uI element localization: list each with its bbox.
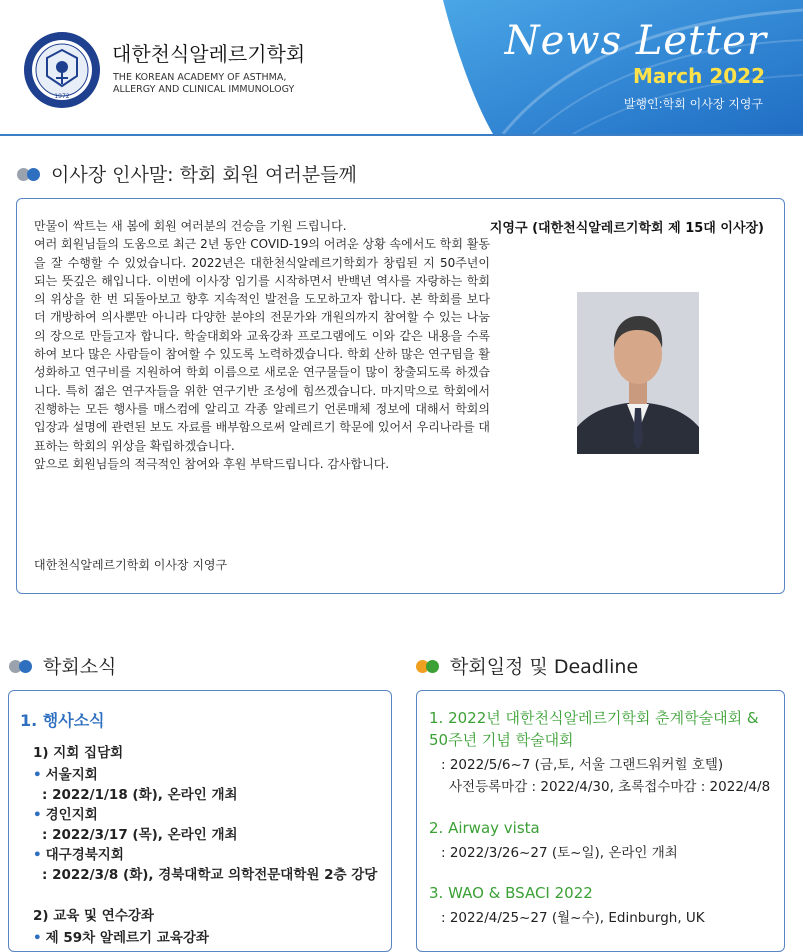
event-title: 1. 2022년 대한천식알레르기학회 춘계학술대회 & 50주년 기념 학술대회 <box>429 709 759 749</box>
list-item: • 대구경북지회 <box>33 847 124 863</box>
svg-text:1972: 1972 <box>54 93 70 100</box>
event-detail: : 2022/4/25~27 (월~수), Edinburgh, UK <box>441 910 705 926</box>
news-subheading: 1) 지회 집담회 <box>33 745 124 761</box>
president-name: 지영구 (대한천식알레르기학회 제 15대 이사장) <box>489 221 764 236</box>
newsletter-title: News Letter <box>504 18 767 64</box>
schedule-box <box>416 690 785 952</box>
section-bullet-icon <box>9 658 35 674</box>
event-title: 3. WAO & BSACI 2022 <box>429 884 593 902</box>
greeting-paragraph: 앞으로 회원님들의 적극적인 참여와 후원 부탁드립니다. 감사합니다. <box>34 456 390 471</box>
section-bullet-icon <box>17 166 43 182</box>
news-heading: 1. 행사소식 <box>20 711 105 730</box>
event-detail: : 2022/3/26~27 (토~일), 온라인 개최 <box>441 845 678 861</box>
list-item: • 서울지회 <box>33 767 98 783</box>
list-item: • 제 59차 알레르기 교육강좌 <box>33 930 209 946</box>
event-detail: : 2022/5/6~7 (금,토, 서울 그랜드워커힐 호텔) <box>441 757 724 773</box>
issue-month: March 2022 <box>633 64 765 88</box>
list-item-detail: : 2022/3/17 (목), 온라인 개최 <box>42 827 238 843</box>
org-name-english: THE KOREAN ACADEMY OF ASTHMA, ALLERGY AND CLINICAL IMMUNOLOGY <box>113 72 295 95</box>
section-bullet-icon <box>416 658 442 674</box>
publisher-line: 발행인:학회 이사장 지영구 <box>623 97 763 111</box>
news-box <box>8 690 392 952</box>
greeting-box <box>16 198 785 594</box>
greeting-signoff: 대한천식알레르기학회 이사장 지영구 <box>34 558 228 572</box>
org-name-korean: 대한천식알레르기학회 <box>112 42 306 66</box>
academy-logo <box>22 30 102 110</box>
header-divider <box>0 134 803 136</box>
president-photo <box>577 292 699 454</box>
schedule-section-title: 학회일정 및 Deadline <box>416 652 638 679</box>
page-header <box>0 0 803 136</box>
greeting-body <box>34 217 490 473</box>
list-item-detail: : 2022/1/18 (화), 온라인 개최 <box>42 787 238 803</box>
news-subheading: 2) 교육 및 연수강좌 <box>33 908 154 924</box>
event-title: 2. Airway vista <box>429 819 540 837</box>
newsletter-banner <box>443 0 803 134</box>
event-detail: 사전등록마감 : 2022/4/30, 초록접수마감 : 2022/4/8 <box>449 779 771 795</box>
list-item-detail: : 2022/3/8 (화), 경북대학교 의학전문대학원 2층 강당 <box>42 867 378 883</box>
greeting-section-title: 이사장 인사말: 학회 회원 여러분들께 <box>17 160 357 187</box>
greeting-paragraph: 여러 회원님들의 도움으로 최근 2년 동안 COVID-19의 어려운 상황 속에서도 학회 활동을 잘 수행할 수 있었습니다. 2022년은 대한천식알레르기학회가 창립된 지 50주년이 되는 뜻깊은 해입니다. 이번에 이사장 임기를 시작하면서 반백년 역사를 자랑하는 학회의 위상을 한 번 되돌아보고 향후 지속적인 발전을 도모하고자 합니다. 본 학회를 보다 더 개방하여 의사뿐만 아니라 다양한 분야의 전문가와 개원의까지 참여할 수 있는 나눔의 장으로 만들고자 합니다. 학술대회와 교육강좌 프로그램에도 이와 같은 내용을 수록하여 보다 많은 사람들이 참여할 수 있도록 노력하겠습니다. 학회 산하 많은 연구팀을 활성화하고 연구비를 지원하여 학회 이름으로 새로운 연구물들이 많이 창출되도록 하겠습니다. 특히 젊은 연구자들을 위한 연구기반 조성에 힘쓰겠습니다. 마지막으로 학회에서 진행하는 모든 행사를 매스컴에 알리고 각종 알레르기 언론매체 정보에 대해서 학회의 입장과 설명에 관련된 보도 자료를 배부함으로써 알레르기 학문에 있어서 우리나라를 대표하는 학회의 위상을 확립하겠습니다. <box>34 237 490 453</box>
greeting-paragraph: 만물이 싹트는 새 봄에 회원 여러분의 건승을 기원 드립니다. <box>34 219 347 233</box>
news-section-title: 학회소식 <box>9 652 116 679</box>
list-item: • 경인지회 <box>33 807 98 823</box>
